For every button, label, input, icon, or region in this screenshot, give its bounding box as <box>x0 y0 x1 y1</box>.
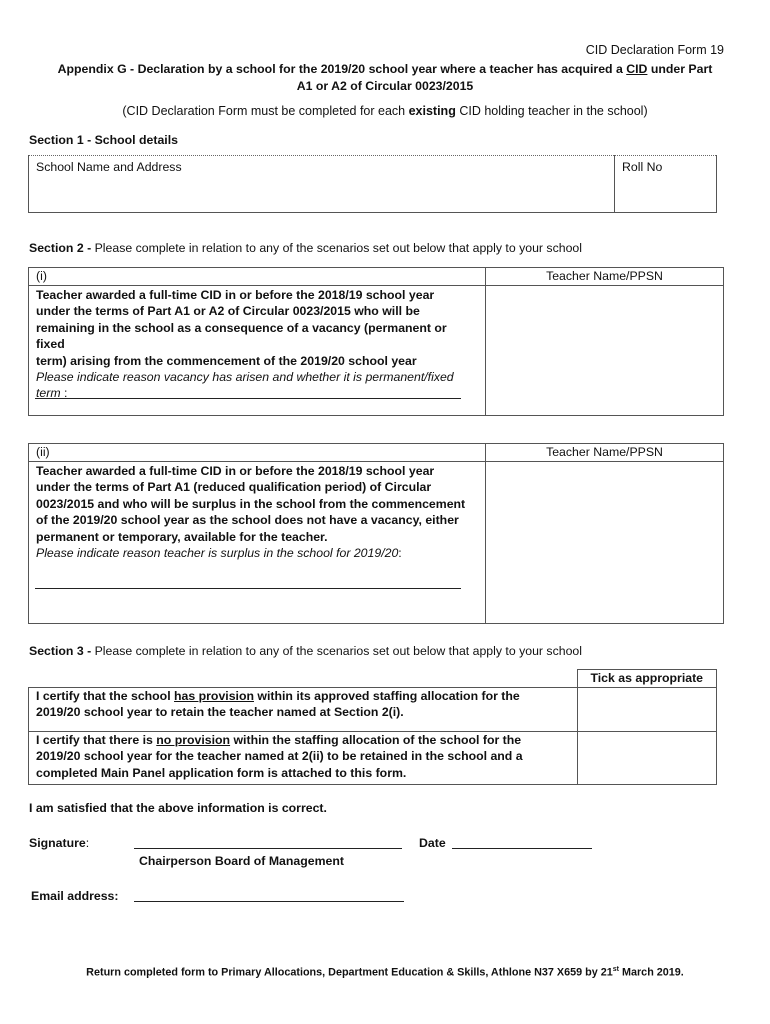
roll-no-cell[interactable] <box>615 156 717 213</box>
note-part-b: CID holding teacher in the school) <box>455 104 648 118</box>
scenario-ii-teacher-header-label: Teacher Name/PPSN <box>546 445 663 459</box>
footer-text-b: March 2019. <box>618 966 684 979</box>
provision-text-b: within its approved staffing allocation for the <box>253 689 520 703</box>
roll-no-label: Roll No <box>622 160 663 174</box>
scenario-i-text-4: term) arising from the commencement of the 2019/20 school year <box>36 353 417 368</box>
scenario-i-teacher-header <box>486 268 724 286</box>
no-provision-tick-box[interactable] <box>577 732 717 785</box>
footer-instruction <box>0 966 770 979</box>
provision-tick-box[interactable] <box>577 688 717 732</box>
signature-line[interactable] <box>134 848 402 849</box>
scenario-i-instruction-1: Please indicate reason vacancy has arisen and whether it is permanent/fixed <box>36 370 454 385</box>
signature-colon: : <box>85 836 90 850</box>
scenario-ii-table <box>28 443 724 624</box>
section3-heading-text: Please complete in relation to any of the scenarios set out below that apply to your school <box>91 644 582 658</box>
provision-statement <box>29 688 578 732</box>
date-label: Date <box>419 836 446 850</box>
section2-heading-text: Please complete in relation to any of the scenarios set out below that apply to your school <box>91 241 582 255</box>
scenario-ii-text-5: permanent or temporary, available for the teacher. <box>36 529 328 544</box>
signature-label-wrap <box>29 836 89 850</box>
date-line[interactable] <box>452 848 592 849</box>
section3-heading-bold: Section 3 - <box>29 644 92 658</box>
scenario-ii-teacher-header <box>486 444 724 462</box>
tick-header-spacer <box>29 670 578 688</box>
title-cid: CID <box>626 62 648 76</box>
scenario-i-table <box>28 267 724 416</box>
scenario-i-teacher-field[interactable] <box>486 286 724 416</box>
scenario-i-text-3: remaining in the school as a consequence of a vacancy (permanent or fixed <box>36 320 447 352</box>
school-name-cell[interactable] <box>29 156 615 213</box>
scenario-i-label: (i) <box>36 269 47 283</box>
scenario-ii-body <box>29 462 486 624</box>
scenario-ii-label: (ii) <box>36 445 50 459</box>
note-part-a: (CID Declaration Form must be completed for each <box>122 104 409 118</box>
no-provision-text-line3: completed Main Panel application form is attached to this form. <box>36 765 407 780</box>
no-provision-text-a: I certify that there is <box>36 733 157 747</box>
certification-table <box>28 669 717 785</box>
page-title <box>0 61 770 95</box>
no-provision-text-b: within the staffing allocation of the school for the <box>230 733 522 747</box>
provision-text-line2: 2019/20 school year to retain the teacher named at Section 2(i). <box>36 705 404 720</box>
no-provision-text-u: no provision <box>156 733 231 747</box>
chairperson-label: Chairperson Board of Management <box>139 854 344 868</box>
email-line[interactable] <box>134 901 404 902</box>
note-existing: existing <box>408 104 456 118</box>
footer-text-sup: st <box>612 966 619 973</box>
scenario-i-instruction-2: term <box>36 386 61 401</box>
scenario-ii-label-cell <box>29 444 486 462</box>
scenario-i-instruction-colon: : <box>60 386 68 401</box>
provision-text-u: has provision <box>174 689 254 703</box>
scenario-i-label-cell <box>29 268 486 286</box>
school-name-label: School Name and Address <box>36 160 182 174</box>
footer-text-a: Return completed form to Primary Allocations, Department Education & Skills, Athlone N37 X659 by 21 <box>86 966 613 979</box>
scenario-ii-text-3: 0023/2015 and who will be surplus in the school from the commencement <box>36 496 466 511</box>
signature-label: Signature <box>29 836 86 850</box>
tick-header-label: Tick as appropriate <box>590 671 704 685</box>
scenario-i-text-2: under the terms of Part A1 or A2 of Circular 0023/2015 who will be <box>36 304 420 319</box>
section1-heading: Section 1 - School details <box>29 133 178 147</box>
no-provision-text-line2: 2019/20 school year for the teacher named at 2(ii) to be retained in the school and a <box>36 749 523 764</box>
scenario-ii-text-4: of the 2019/20 school year as the school does not have a vacancy, either <box>36 513 459 528</box>
section2-heading-bold: Section 2 - <box>29 241 92 255</box>
scenario-i-reason-line[interactable] <box>35 398 461 399</box>
title-part-b: under Part <box>647 62 713 76</box>
scenario-ii-text-1: Teacher awarded a full-time CID in or before the 2018/19 school year <box>36 464 435 478</box>
scenario-ii-instruction-colon: : <box>398 546 402 561</box>
title-part-a: Appendix G - Declaration by a school for the 2019/20 school year where a teacher has acquired a <box>57 62 627 76</box>
form-note <box>0 104 770 118</box>
declaration-statement: I am satisfied that the above information is correct. <box>29 801 327 815</box>
provision-text-a: I certify that the school <box>36 689 175 703</box>
scenario-ii-instruction: Please indicate reason teacher is surplus in the school for 2019/20 <box>36 546 399 561</box>
scenario-ii-text-2: under the terms of Part A1 (reduced qualification period) of Circular <box>36 480 432 495</box>
scenario-i-teacher-header-label: Teacher Name/PPSN <box>546 269 663 283</box>
tick-header <box>577 670 717 688</box>
school-details-table <box>28 155 717 213</box>
section2-heading <box>29 241 582 255</box>
scenario-i-text-1: Teacher awarded a full-time CID in or before the 2018/19 school year <box>36 288 435 302</box>
title-line2: A1 or A2 of Circular 0023/2015 <box>296 79 474 93</box>
scenario-i-body <box>29 286 486 416</box>
email-label: Email address: <box>31 889 119 903</box>
form-id: CID Declaration Form 19 <box>585 43 724 57</box>
scenario-ii-reason-line[interactable] <box>35 588 461 589</box>
section3-heading <box>29 644 582 658</box>
scenario-ii-teacher-field[interactable] <box>486 462 724 624</box>
no-provision-statement <box>29 732 578 785</box>
